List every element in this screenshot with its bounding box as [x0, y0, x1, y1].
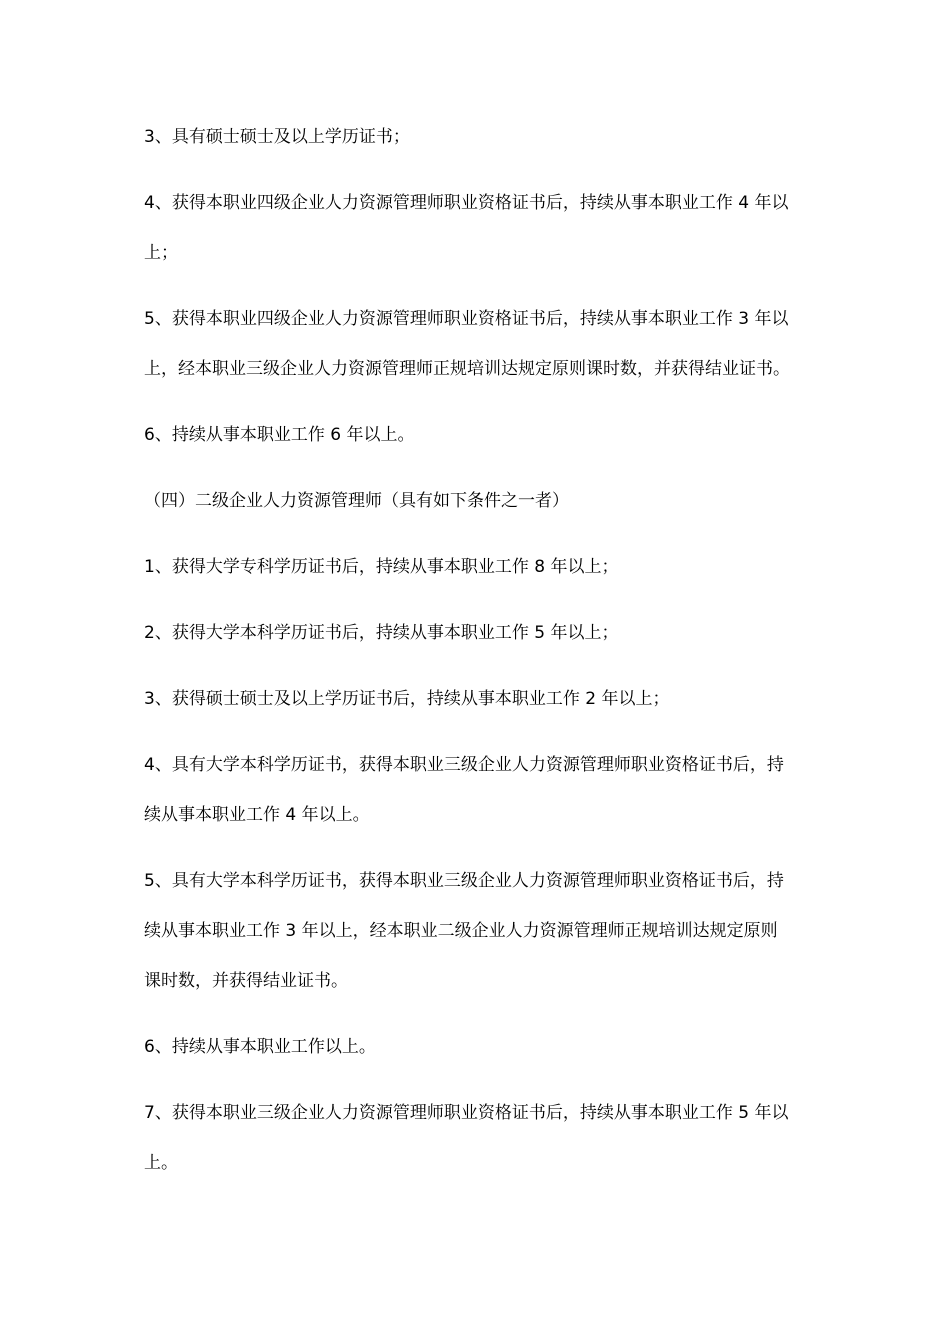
paragraph-line: 4、获得本职业四级企业人力资源管理师职业资格证书后，持续从事本职业工作 4 年以 — [144, 193, 789, 213]
paragraph-line: 6、持续从事本职业工作 6 年以上。 — [144, 425, 415, 445]
paragraph-line: 3、具有硕士硕士及以上学历证书； — [144, 127, 410, 147]
paragraph-line: 1、获得大学专科学历证书后，持续从事本职业工作 8 年以上； — [144, 557, 619, 577]
paragraph-line: 续从事本职业工作 4 年以上。 — [144, 805, 370, 825]
paragraph-line: 课时数，并获得结业证书。 — [144, 971, 348, 991]
paragraph-item-6-continuous-work — [144, 1022, 812, 1072]
paragraph-line: 5、具有大学本科学历证书，获得本职业三级企业人力资源管理师职业资格证书后，持 — [144, 871, 784, 891]
paragraph-item-6-6years — [144, 410, 812, 460]
section-heading-text: （四）二级企业人力资源管理师（具有如下条件之一者） — [144, 491, 569, 511]
paragraph-item-7-level3-5years — [144, 1088, 812, 1188]
section-heading-level2 — [144, 476, 812, 526]
paragraph-line: 续从事本职业工作 3 年以上，经本职业二级企业人力资源管理师正规培训达规定原则 — [144, 921, 778, 941]
paragraph-line: 上，经本职业三级企业人力资源管理师正规培训达规定原则课时数，并获得结业证书。 — [144, 359, 790, 379]
paragraph-item-4-level4-4years — [144, 178, 812, 278]
paragraph-item-5-level4-3years — [144, 294, 812, 394]
paragraph-item-3-master — [144, 674, 812, 724]
paragraph-item-4-bachelor-level3-4years — [144, 740, 812, 840]
paragraph-item-5-bachelor-level3-3years — [144, 856, 812, 1006]
paragraph-line: 4、具有大学本科学历证书，获得本职业三级企业人力资源管理师职业资格证书后，持 — [144, 755, 784, 775]
paragraph-line: 7、获得本职业三级企业人力资源管理师职业资格证书后，持续从事本职业工作 5 年以 — [144, 1103, 789, 1123]
paragraph-line: 3、获得硕士硕士及以上学历证书后，持续从事本职业工作 2 年以上； — [144, 689, 670, 709]
paragraph-line: 上； — [144, 243, 178, 263]
paragraph-item-3-education — [144, 112, 812, 162]
paragraph-line: 上。 — [144, 1153, 178, 1173]
paragraph-item-1-associate — [144, 542, 812, 592]
paragraph-line: 6、持续从事本职业工作以上。 — [144, 1037, 376, 1057]
paragraph-line: 2、获得大学本科学历证书后，持续从事本职业工作 5 年以上； — [144, 623, 619, 643]
paragraph-item-2-bachelor — [144, 608, 812, 658]
paragraph-line: 5、获得本职业四级企业人力资源管理师职业资格证书后，持续从事本职业工作 3 年以 — [144, 309, 789, 329]
